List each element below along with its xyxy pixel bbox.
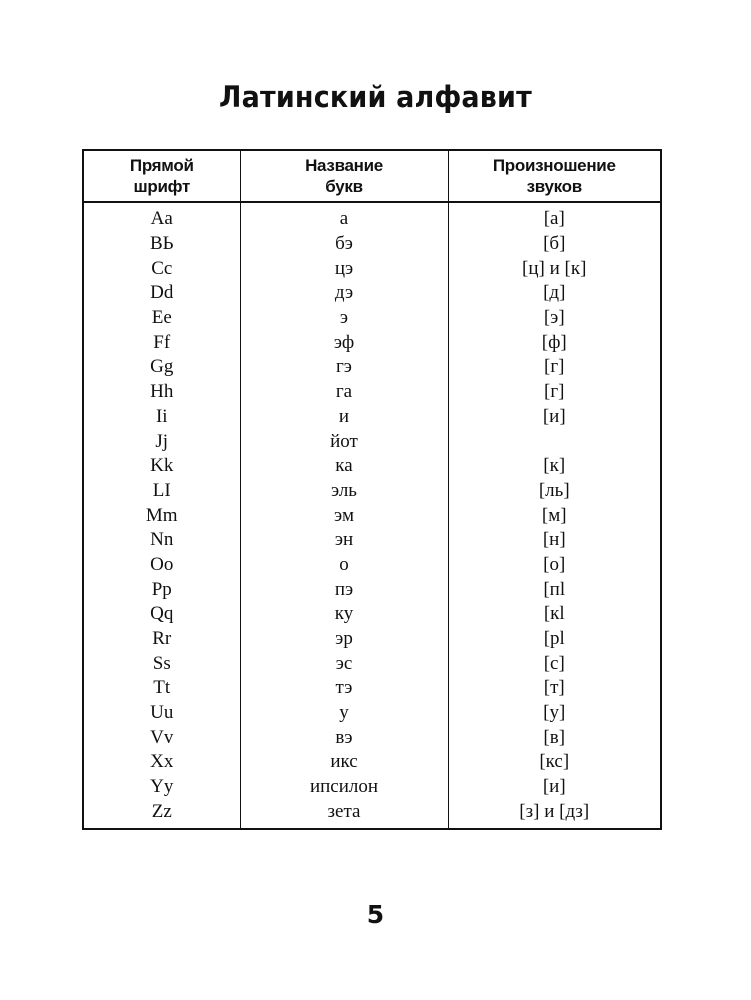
- alphabet-table: [82, 149, 662, 830]
- sound-cell: [г]: [448, 380, 661, 405]
- header-letter-name: [240, 150, 448, 202]
- letter-name-cell: эль: [240, 479, 448, 504]
- letter-cell: Oo: [150, 553, 174, 575]
- letter-cell: Ss: [152, 652, 171, 674]
- sound-cell: [кс]: [448, 750, 661, 775]
- letter-cell: Ff: [153, 331, 171, 353]
- sound-cell: [б]: [448, 232, 661, 257]
- table-row: [83, 281, 661, 306]
- letter-name-cell: бэ: [240, 232, 448, 257]
- sound-cell: [у]: [448, 701, 661, 726]
- sound-cell: [448, 429, 661, 454]
- table-row: [83, 725, 661, 750]
- letter-name-cell: эр: [240, 627, 448, 652]
- header-line: Название: [305, 156, 383, 175]
- table-row: [83, 380, 661, 405]
- sound-cell: [о]: [448, 553, 661, 578]
- header-line: звуков: [526, 177, 582, 196]
- letter-cell: Ii: [155, 405, 168, 427]
- letter-cell: Mm: [145, 504, 178, 526]
- table-header-row: [83, 150, 661, 202]
- header-line: Произношение: [492, 156, 616, 175]
- page-number: 5: [366, 900, 385, 929]
- letter-cell: Ee: [151, 307, 172, 329]
- table-row: [83, 701, 661, 726]
- table-row: [83, 202, 661, 232]
- header-line: шрифт: [133, 177, 190, 196]
- letter-name-cell: икс: [240, 750, 448, 775]
- table-row: [83, 750, 661, 775]
- sound-cell: [с]: [448, 651, 661, 676]
- header-line: букв: [325, 177, 363, 196]
- sound-cell: [ль]: [448, 479, 661, 504]
- page-title: Латинский алфавит: [219, 80, 532, 114]
- letter-cell: Yy: [150, 776, 174, 798]
- table-row: [83, 232, 661, 257]
- table-row: [83, 503, 661, 528]
- table-row: [83, 330, 661, 355]
- letter-name-cell: тэ: [240, 676, 448, 701]
- header-line: Прямой: [129, 156, 194, 175]
- letter-cell: Aa: [150, 208, 173, 230]
- sound-cell: [т]: [448, 676, 661, 701]
- letter-name-cell: вэ: [240, 725, 448, 750]
- letter-name-cell: ипсилон: [240, 775, 448, 800]
- letter-name-cell: дэ: [240, 281, 448, 306]
- letter-name-cell: га: [240, 380, 448, 405]
- letter-name-cell: зета: [240, 800, 448, 830]
- table-row: [83, 676, 661, 701]
- table-body: [83, 202, 661, 829]
- table-row: [83, 528, 661, 553]
- letter-name-cell: эм: [240, 503, 448, 528]
- sound-cell: [м]: [448, 503, 661, 528]
- sound-cell: [кl: [448, 602, 661, 627]
- sound-cell: [в]: [448, 725, 661, 750]
- sound-cell: [пl: [448, 577, 661, 602]
- letter-cell: Nn: [150, 529, 174, 551]
- letter-cell: Gg: [150, 356, 174, 378]
- letter-cell: Kk: [150, 455, 174, 477]
- letter-name-cell: ка: [240, 454, 448, 479]
- table-row: [83, 429, 661, 454]
- sound-cell: [н]: [448, 528, 661, 553]
- letter-name-cell: эн: [240, 528, 448, 553]
- table-row: [83, 256, 661, 281]
- table-row: [83, 775, 661, 800]
- letter-name-cell: эс: [240, 651, 448, 676]
- letter-cell: Jj: [155, 430, 169, 452]
- sound-cell: [и]: [448, 775, 661, 800]
- letter-name-cell: пэ: [240, 577, 448, 602]
- letter-cell: Uu: [150, 702, 174, 724]
- letter-cell: BЬ: [149, 233, 174, 255]
- letter-name-cell: и: [240, 405, 448, 430]
- sound-cell: [э]: [448, 306, 661, 331]
- table-row: [83, 355, 661, 380]
- letter-name-cell: ку: [240, 602, 448, 627]
- letter-cell: Pp: [151, 578, 172, 600]
- sound-cell: [pl: [448, 627, 661, 652]
- sound-cell: [ф]: [448, 330, 661, 355]
- header-print-font: [83, 150, 240, 202]
- letter-name-cell: йот: [240, 429, 448, 454]
- letter-name-cell: гэ: [240, 355, 448, 380]
- letter-name-cell: э: [240, 306, 448, 331]
- letter-cell: Hh: [150, 381, 174, 403]
- table-row: [83, 405, 661, 430]
- table-row: [83, 651, 661, 676]
- table-row: [83, 627, 661, 652]
- letter-name-cell: о: [240, 553, 448, 578]
- letter-cell: Zz: [151, 800, 172, 822]
- sound-cell: [к]: [448, 454, 661, 479]
- letter-cell: Qq: [150, 603, 174, 625]
- table-row: [83, 602, 661, 627]
- letter-cell: Dd: [150, 282, 174, 304]
- sound-cell: [з] и [дз]: [448, 800, 661, 830]
- sound-cell: [а]: [448, 202, 661, 232]
- sound-cell: [г]: [448, 355, 661, 380]
- header-pronunciation: [448, 150, 661, 202]
- letter-cell: Xx: [150, 751, 174, 773]
- letter-name-cell: а: [240, 202, 448, 232]
- letter-name-cell: эф: [240, 330, 448, 355]
- letter-cell: LI: [152, 479, 171, 501]
- letter-name-cell: у: [240, 701, 448, 726]
- sound-cell: [д]: [448, 281, 661, 306]
- table-row: [83, 306, 661, 331]
- sound-cell: [ц] и [к]: [448, 256, 661, 281]
- letter-cell: Tt: [153, 677, 171, 699]
- letter-cell: Cc: [151, 257, 173, 279]
- table-row: [83, 800, 661, 830]
- table-row: [83, 577, 661, 602]
- table-row: [83, 553, 661, 578]
- table-row: [83, 479, 661, 504]
- table-row: [83, 454, 661, 479]
- letter-cell: Rr: [152, 628, 172, 650]
- letter-cell: Vv: [150, 726, 174, 748]
- letter-name-cell: цэ: [240, 256, 448, 281]
- sound-cell: [и]: [448, 405, 661, 430]
